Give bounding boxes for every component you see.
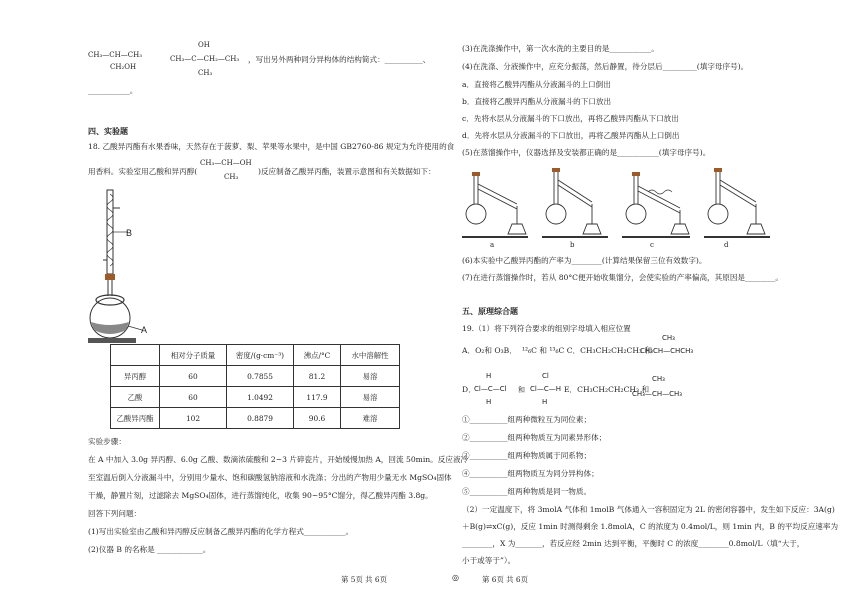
step-line: 在 A 中加入 3.0g 异丙醇、6.0g 乙酸、数滴浓硫酸和 2~3 片碎瓷片，开始缓慢加热 A，回流 50min。反应液冷 [88, 455, 469, 464]
table-row: 异丙醇 60 0.7855 81.2 易溶 [111, 366, 400, 387]
struct2-top: OH [198, 41, 210, 49]
question-5: (5)在蒸馏操作中，仪器选择及安装都正确的是___________(填字母序号)。 [462, 148, 711, 157]
struct2-main: CH₃—C—CH₂—CH₃ [170, 55, 240, 63]
question-1: (1)写出实验室由乙酸和异丙醇反应制备乙酸异丙酯的化学方程式___________。 [88, 527, 354, 536]
question-6: (6)本实验中乙酸异丙酯的产率为________(计算结果保留三位有效数字)。 [462, 256, 707, 265]
label-b: B [126, 228, 133, 238]
question-7: (7)在进行蒸馏操作时，若从 80°C便开始收集馏分，会使实验的产率偏高，其原因是________。 [462, 273, 783, 282]
apparatus-label-c: c [650, 241, 654, 249]
steps-title: 实验步骤： [88, 437, 126, 446]
struct1: CH₃—CH—CH₃ [88, 51, 142, 59]
section-title-experiment: 四、实验题 [88, 127, 128, 136]
left-page [88, 0, 469, 608]
option-a: a．直接将乙酸异丙酯从分液漏斗的上口倒出 [462, 80, 611, 89]
apparatus-label-b: b [570, 241, 575, 249]
q19-d-h1: H [486, 372, 492, 380]
q18-line2b: )反应制备乙酸异丙酯，装置示意图和有关数据如下： [258, 167, 436, 176]
page-number-right: 第 6页 共 6页 [482, 575, 529, 584]
q19-option-a: A．O₂和 O₃B． [462, 346, 517, 355]
q19-c-struct-top: CH₃ [662, 334, 675, 342]
question-3: (3)在洗涤操作中，第一次水洗的主要目的是___________。 [462, 44, 659, 53]
q19-2-line1: （2）一定温度下，将 3molA 气体和 1molB 气体通入一容积固定为 2L 的密闭容器中，发生如下反应：3A(g) [462, 505, 835, 514]
q18-line1: 18. 乙酸异丙酯有水果香味，天然存在于菠萝、梨、苹果等水果中，是中国 GB2760-86 规定为允许使用的食 [88, 142, 455, 151]
q19-option-bc: ¹²₆C 和 ¹³₆C C．CH₃CH₂CH₂CH₃ 和 [522, 346, 653, 355]
label-a: A [141, 325, 148, 335]
q19-d-struct2: Cl—C—H [530, 385, 561, 393]
q19-2-line2: ＋B(g)⇌xC(g)，反应 1min 时测得剩余 1.8molA，C 的浓度为 0.4mol/L，则 1min 内，B 的平均反应速率为 [462, 522, 839, 531]
q17-text: ，写出另外两种同分异构体的结构简式：__________、 [248, 55, 431, 64]
q19-d-and: 和 [518, 386, 525, 394]
q19-d-struct1: Cl—C—Cl [474, 385, 507, 393]
section-title-principles: 五、原理综合题 [462, 307, 518, 316]
table-row: 乙酸 60 1.0492 117.9 易溶 [111, 387, 400, 408]
option-d: d．先将水层从分液漏斗的下口放出，再将乙酸异丙酯从上口倒出 [462, 131, 680, 140]
fill-line: ④__________组两物质互为同分异构体； [462, 469, 599, 478]
apparatus-label-d: d [724, 241, 729, 249]
step-line: 干燥，静置片刻，过滤除去 MgSO₄固体，进行蒸馏纯化，收集 90~95°C馏分，得乙酸异丙酯 3.8g。 [88, 491, 433, 500]
question-2: (2)仪器 B 的名称是 ____________。 [88, 545, 211, 554]
q19-2-line3: ________，X 为_______，若反应经 2min 达到平衡，平衡时 C 的浓度________0.8mol/L（填“大于， [462, 539, 805, 548]
distillation-apparatus-diagrams [462, 162, 772, 240]
question-4: (4)在洗涤、分液操作中，应充分振荡，然后静置，待分层后_________(填字母序号)。 [462, 62, 749, 71]
option-c: c．先将水层从分液漏斗的下口放出，再将乙酸异丙酯从下口放出 [462, 114, 679, 123]
q19-c-struct: CH₃CH—CHCH₃ [640, 347, 694, 355]
option-b: b．直接将乙酸异丙酯从分液漏斗的下口放出 [462, 97, 612, 106]
isopropanol-struct-sub: CH₃ [224, 173, 239, 181]
q19-e-struct-top: CH₃ [652, 375, 665, 383]
apparatus-label-a: a [490, 241, 495, 249]
struct2-bot: CH₃ [198, 69, 213, 77]
page-number-left: 第 5页 共 6页 [341, 575, 388, 584]
fill-line: ③__________组两种物质属于同系物； [462, 451, 592, 460]
q19-d-cl: Cl [542, 372, 549, 380]
q19-2-line4: 小于或等于”）。 [462, 556, 516, 565]
data-table [110, 344, 400, 429]
isopropanol-struct: CH₃—CH—OH [200, 159, 252, 167]
q19-option-d: D． [462, 385, 476, 394]
fill-line: ②__________组两种物质互为同素异形体； [462, 433, 607, 442]
q17-blank: ___________。 [88, 86, 138, 95]
q19-option-e: E．CH₃CH₂CH₂CH₃ 和 [564, 385, 650, 394]
q18-line2a: 用香料。实验室用乙酸和异丙醇( [88, 167, 198, 176]
reflux-apparatus-diagram [88, 188, 158, 344]
fill-line: ⑤__________组两种物质是同一物质。 [462, 487, 592, 496]
struct1-sub: CH₂OH [110, 63, 137, 71]
answer-intro: 回答下列问题： [88, 509, 142, 518]
step-line: 至室温后倒入分液漏斗中，分别用少量水、饱和碳酸氢钠溶液和水洗涤；分出的产物用少量无水 MgSO₄固体 [88, 473, 452, 482]
q19-d-h2: H [486, 398, 492, 406]
fill-line: ①__________组两种微粒互为同位素； [462, 415, 592, 424]
binding-circle-icon: ◎ [452, 573, 459, 582]
q19-d-h3: H [542, 398, 548, 406]
table-header-row: 相对分子质量 密度/(g·cm⁻³) 沸点/°C 水中溶解性 [111, 345, 400, 366]
q19-e-struct: CH₃—CH—CH₃ [632, 390, 683, 398]
q19-intro: 19.（1）将下列符合要求的组别字母填入相应位置 [462, 324, 631, 333]
table-row: 乙酸异丙酯 102 0.8879 90.6 难溶 [111, 408, 400, 429]
right-page [462, 0, 839, 608]
